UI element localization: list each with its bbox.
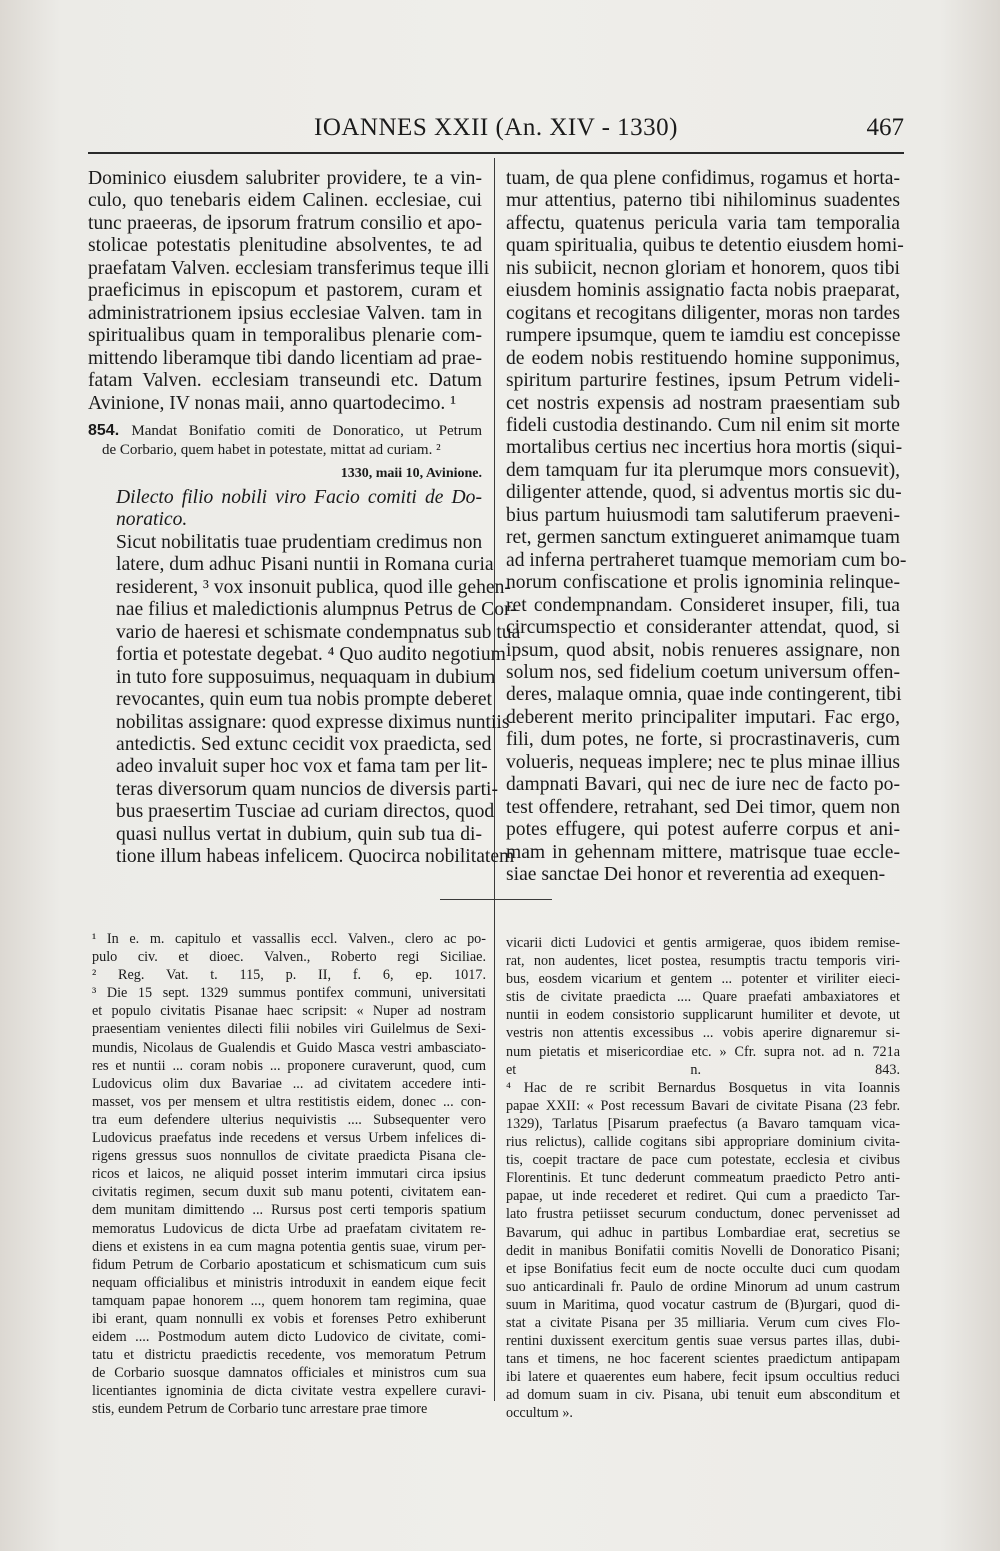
footnote-line: et n. 843.	[506, 1061, 900, 1078]
text-line: tuam, de qua plene confidimus, rogamus et horta-	[506, 168, 900, 189]
text-line: deres, malaque omnia, quae inde contingerent, tibi	[506, 684, 902, 706]
text-line: revocantes, quin eum tua nobis prompte deberet	[116, 689, 492, 711]
footnote-line: masset, vos per mensem et ultra restitistis eidem, donec ... con-	[92, 1093, 486, 1110]
footnote-line: memoratus Ludovicus de dicta Urbe ad praefatam civitatem re-	[92, 1220, 486, 1237]
footnote-line: tis, coepit tractare de pace cum potestate, ecclesia et civibus	[506, 1152, 900, 1169]
text-line: ipsum, quod absit, nobis renueres assignare, non	[506, 639, 900, 661]
text-line: residerent, ³ vox insonuit publica, quod ille gehen-	[116, 576, 511, 598]
footnote-line: ad domum suam in civ. Pisana, ubi tenuit eum absconditum et	[506, 1387, 900, 1404]
footnote-line: et ipse Bonifatius fecit eum de nocte occulte duci cum quodam	[506, 1260, 900, 1277]
text-line: mortalibus certius nec incertius hora mortis (siqui-	[506, 437, 903, 459]
text-line: fortia et potestate degebat. ⁴ Quo audito negotium	[116, 644, 506, 666]
footnote-line: eidem .... Postmodum autem dicto Ludovico de civitate, comi-	[92, 1329, 486, 1346]
text-line: bus praesertim Tusciae ad curiam directos, quod	[116, 801, 495, 823]
text-line: teras diversorum quam nuncios de diversis parti-	[116, 778, 498, 800]
address-text-line: Dilecto filio nobili viro Facio comiti de Do-	[116, 486, 482, 508]
running-header	[88, 114, 904, 154]
text-line: fatam Valven. ecclesiam transeundi etc. Datum	[88, 370, 482, 392]
footnote-line: vestris non attentis excessibus ... vobis aperire dignaremur si-	[506, 1025, 900, 1042]
entry-summary-text: Mandat Bonifatio comiti de Donoratico, ut Petrum	[131, 422, 482, 439]
footnote-line: ³ Die 15 sept. 1329 summus pontifex communi, universitati	[92, 985, 486, 1002]
footnote-line: nequam officialibus et ministris introduxit in eandem eique fecit	[92, 1274, 486, 1291]
footnote-right-text	[506, 934, 900, 1423]
footnote-line: res et nuntii ... coram nobis ... proponere curaverunt, quod, cum	[92, 1057, 486, 1074]
text-line: spiritualibus quam in temporalibus plenarie com-	[88, 325, 482, 347]
footnote-line: Bavarum, qui adhuc in partibus Lombardiae erat, secretius se	[506, 1224, 900, 1241]
text-line: tione illum habeas infelicem. Quocirca nobilitatem	[116, 846, 515, 868]
page-number: 467	[866, 114, 904, 141]
footnote-line: ibi erant, quam nonnulli ex vobis et forenses Petro exhiberunt	[92, 1310, 486, 1327]
footnotes-left	[92, 930, 486, 1419]
footnote-line: stis de civitate praedicta .... Quare praefati ambaxiatores et	[506, 989, 900, 1006]
text-line: affectu, quatenus pericula varia tam temporalia	[506, 212, 900, 234]
entry-summary	[88, 421, 482, 460]
footnote-line: fidum Petrum de Corbario apostaticum et schismaticum cum suis	[92, 1256, 486, 1273]
text-line: circumspectio et consideranter attendat, quod, si	[506, 617, 900, 639]
text-line: adeo invaluit super hoc vox et fama tam per lit-	[116, 756, 488, 778]
running-title: IOANNES XXII (An. XIV - 1330)	[314, 114, 678, 141]
footnote-line: papae, ut inde recederet et rediret. Qui cum a praedicto Tar-	[506, 1188, 900, 1205]
text-line: ret, germen sanctum extingueret animamque tuam	[506, 527, 900, 549]
footnote-line: rat, non audentes, licet postea, resumptis tractu temporis viri-	[506, 953, 900, 970]
footnote-line: tra eum defendere ulterius nequivistis .... Subsequenter vero	[92, 1111, 486, 1128]
text-line: fili, dum potes, ne forte, si procrastinaveris, cum	[506, 729, 900, 751]
footnote-line: rentini duxissent exercitum gentis suae versus partes illas, dubi-	[506, 1333, 900, 1350]
footnote-line: rius relictus), callide cogitans sibi appropriare dominium civita-	[506, 1134, 900, 1151]
left-paragraph-1	[88, 168, 490, 415]
footnote-line: dem munitam dimittendo ... Rursus post certi temporis spatium	[92, 1202, 486, 1219]
text-line: volueris, nequeas implere; nec te plus minae illius	[506, 751, 900, 773]
entry-summary-line	[88, 421, 482, 441]
text-line: cet nostris expensis ad nostram praesentiam sub	[506, 392, 900, 414]
footnote-line: papae XXII: « Post recessum Bavari de civitate Pisana (23 febr.	[506, 1097, 900, 1114]
address-line	[88, 487, 482, 532]
footnote-line: ⁴ Hac de re scribit Bernardus Bosquetus in vita Ioannis	[506, 1079, 900, 1096]
footnote-line: tamquam papae honorem ..., quem honorem tam regimina, quae	[92, 1292, 486, 1309]
footnote-line: rigens gressus suos nonnullos de civitate praedicta Pisana cle-	[92, 1148, 486, 1165]
footnote-rule	[440, 899, 552, 900]
text-line: vario de haeresi et schismate condempnatus sub tua	[116, 621, 521, 643]
text-line: bius partum huiusmodi tam salutiferum praeveni-	[506, 504, 900, 526]
footnote-line: mundis, Nicolaus de Gualendis et Guido Masca vestri ambasciato-	[92, 1039, 486, 1056]
footnote-line: 1329), Tarlatus [Pisarum praefectus (a Bavaro tamquam vica-	[506, 1115, 900, 1132]
right-paragraph	[506, 168, 907, 887]
footnote-line: diens et existens in ea cum magna potentia gentis suae, virum per-	[92, 1238, 486, 1255]
text-line: solum nos, sed fidelium coetum universum offen-	[506, 661, 900, 683]
footnote-line: civitatis regimen, secum duxit sub manu potenti, civitatem ean-	[92, 1184, 486, 1201]
text-line: nae filius et maledictionis alumpnus Petrus de Cor-	[116, 599, 517, 621]
text-line: Dominico eiusdem salubriter providere, te a vin-	[88, 168, 482, 189]
footnote-line: tatu et districtu praedictis recedente, vos memoratum Petrum	[92, 1347, 486, 1364]
text-line: quam spiritualia, quibus te detentio eiusdem homi-	[506, 235, 904, 257]
address-text-line: noratico.	[116, 509, 188, 531]
text-line: mittendo liberamque tibi dando licentiam ad prae-	[88, 347, 482, 369]
text-line: tunc praeeras, de ipsorum fratrum consilio et apo-	[88, 212, 482, 234]
footnote-line: ¹ In e. m. capitulo et vassallis eccl. Valven., clero ac po-	[92, 931, 486, 947]
right-column	[506, 168, 907, 887]
footnote-line: ricos et laicos, ne aliquid posset interim immutari circa ipsius	[92, 1166, 486, 1183]
text-line: mur attentius, paterno tibi nihilominus suadentes	[506, 190, 900, 212]
footnote-left-text	[92, 930, 486, 1419]
text-line: Avinione, IV nonas maii, anno quartodecimo. ¹	[88, 392, 457, 414]
footnote-line: de Corbario suosque damnatos officiales et ministros cum sua	[92, 1365, 486, 1382]
entry-number: 854.	[88, 421, 132, 439]
footnote-line: ibi latere et quaerentes eum habere, fecit ipsum occultius reduci	[506, 1369, 900, 1386]
footnote-line: vicarii dicti Ludovici et gentis armigerae, quos ibidem remise-	[506, 935, 900, 951]
left-column	[88, 168, 521, 869]
text-line: cogitans et recogitans diligenter, moras non tardes	[506, 302, 900, 324]
footnote-line: occultum ».	[506, 1405, 573, 1422]
text-line: spiritum parturire festines, ipsum Petrum videli-	[506, 370, 900, 392]
text-line: quasi nullus vertat in dubium, quin sub tua di-	[116, 823, 482, 845]
text-line: culo, quo tenebaris eidem Calinen. ecclesiae, cui	[88, 190, 482, 212]
text-line: in tuto fore supposuimus, nequaquam in dubium	[116, 666, 496, 688]
text-line: nis subiicit, necnon gloriam et honorem, quos tibi	[506, 257, 900, 279]
text-line: eiusdem hominis assignatio facta nobis praeparat,	[506, 280, 900, 302]
text-line: ret condempnandam. Consideret insuper, fili, tua	[506, 594, 900, 616]
footnote-line: num pietatis et misericordiae etc. » Cfr. supra not. ad n. 721a	[506, 1043, 900, 1060]
text-line: norum confiscatione et prolis ignominia relinque-	[506, 572, 900, 594]
footnote-line: bus, eosdem vicarium et gentem ... potenter et viriliter eieci-	[506, 971, 900, 988]
text-line: de eodem nobis restituendo homine supponimus,	[506, 347, 900, 369]
footnote-line: Florentinis. Et tunc dederunt commeatum praedicto Petro anti-	[506, 1170, 900, 1187]
text-line: praefatam Valven. ecclesiam transferimus teque illi	[88, 257, 490, 279]
text-line: nobilitas assignare: quod expresse diximus nuntiis	[116, 711, 510, 733]
text-line: administratrionem ipsius ecclesiae Valven. tam in	[88, 302, 482, 324]
text-line: fideli custodia destinando. Cum nil enim sit morte	[506, 414, 900, 436]
footnote-line: ² Reg. Vat. t. 115, p. II, f. 6, ep. 1017.	[92, 967, 486, 984]
footnote-line: Ludovicus praefatus inde recedens et versus Urbem infelices di-	[92, 1130, 486, 1147]
text-line: dampnati Bavari, qui nec de iure nec de facto po-	[506, 774, 900, 796]
footnote-line: stis, eundem Petrum de Corbario tunc arrestare prae timore	[92, 1401, 428, 1418]
footnotes-right	[506, 934, 900, 1423]
text-line: praeficimus in episcopum et pastorem, curam et	[88, 280, 482, 302]
text-line: stolicae potestatis plenitudine absolventes, te ad	[88, 235, 482, 257]
footnote-line: et populo civitatis Pisanae haec scripsit: « Nuper ad nostram	[92, 1003, 486, 1020]
footnote-line: stat a civitate Pisana per 35 milliaria. Verum cum cives Flo-	[506, 1314, 900, 1331]
footnote-line: suo anticardinali fr. Paulo de ordine Minorum ad unum castrum	[506, 1278, 900, 1295]
text-line: antedictis. Sed extunc cecidit vox praedicta, sed	[116, 733, 492, 755]
text-line: siae sanctae Dei honor et reverentia ad exequen-	[506, 864, 886, 886]
footnote-line: nuntii in eodem consistorio supplicarunt humiliter et devote, ut	[506, 1007, 900, 1024]
text-line: rumpere ipsumque, quem te iamdiu est concepisse	[506, 325, 901, 347]
text-line: mam in gehennam mittere, matrisque tuae eccle-	[506, 841, 900, 863]
text-line: Sicut nobilitatis tuae prudentiam credimus non	[116, 531, 483, 553]
footnote-line: lato frustra petiisset securum conductum, donec pervenisset ad	[506, 1206, 900, 1223]
footnote-line: tans et timens, ne hoc facerent scientes praedictum antipapam	[506, 1351, 900, 1368]
text-line: test offendere, retrahant, sed Dei timor, quem non	[506, 796, 900, 818]
text-line: latere, dum adhuc Pisani nuntii in Romana curia	[116, 554, 494, 576]
footnote-line: suum in Maritima, quod vocatur castrum de (B)urgari, quod di-	[506, 1296, 900, 1313]
entry-date: 1330, maii 10, Avinione.	[340, 465, 482, 481]
entry-summary-line: de Corbario, quem habet in potestate, mittat ad curiam. ²	[102, 441, 441, 458]
text-line: potes effugere, qui potest auferre corpus et ani-	[506, 819, 900, 841]
footnote-line: dedit in manibus Bonifatii comitis Novelli de Donoratico Pisani;	[506, 1242, 900, 1259]
text-line: ad inferna pertraheret tuamque memoriam cum bo-	[506, 549, 907, 571]
header-rule	[88, 152, 904, 154]
entry-854	[88, 421, 482, 483]
footnote-line: praesentiam venientes dilecti filii nobiles viri Guilelmus de Sexi-	[92, 1021, 486, 1038]
text-line: dem tamquam fur ita plerumque mors consuevit),	[506, 459, 900, 481]
left-paragraph-2	[88, 531, 521, 869]
footnote-line: Ludovicus olim dux Bavariae ... ad civitatem accedere inti-	[92, 1075, 486, 1092]
footnote-line: licentiantes ignominia de dicta civitate vestra expellere curavi-	[92, 1383, 486, 1400]
text-line: deberent merito principaliter imputari. Fac ergo,	[506, 706, 900, 728]
text-line: diligenter attende, quod, si adventus mortis sic du-	[506, 482, 902, 504]
footnote-line: pulo civ. et dioec. Valven., Roberto regi Siciliae.	[92, 949, 486, 966]
